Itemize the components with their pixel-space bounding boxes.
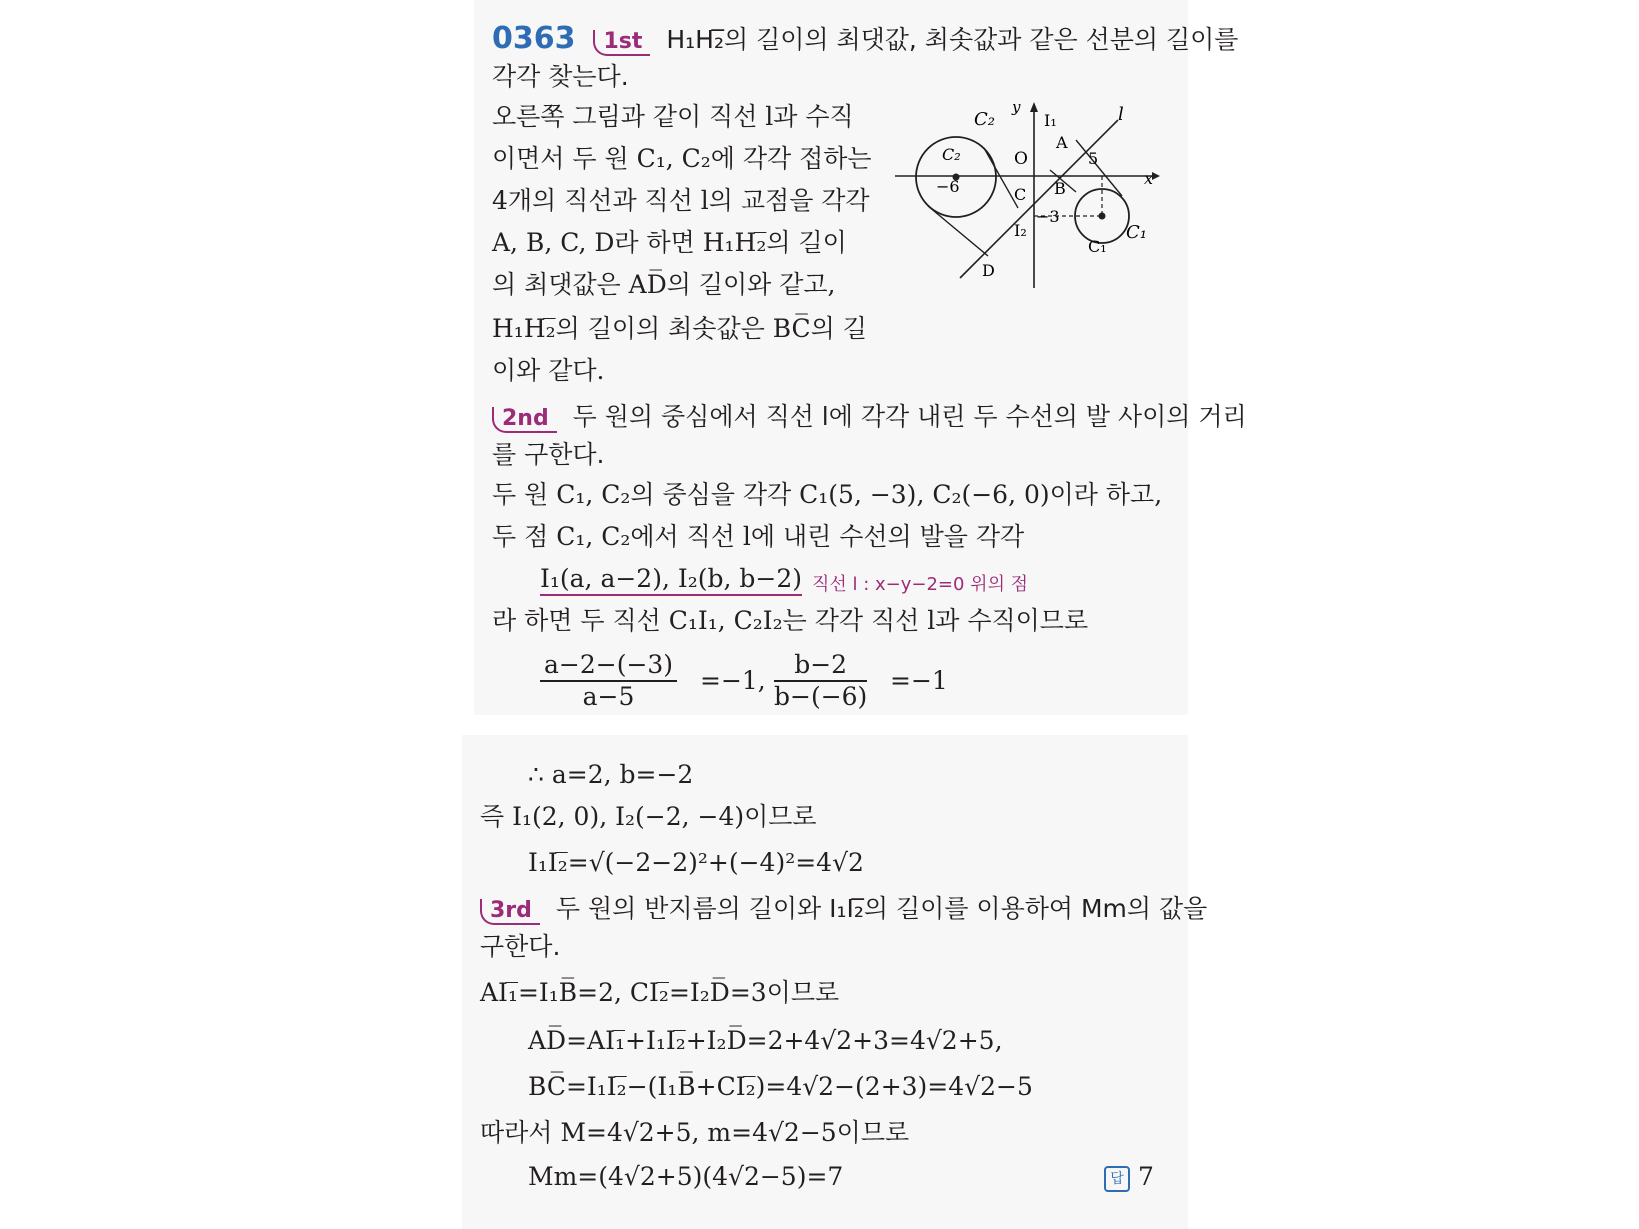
text-line-17: 즉 I₁(2, 0), I₂(−2, −4)이므로: [480, 802, 817, 831]
tangent-a: [1076, 140, 1122, 196]
text-line-22: AD̅=AI₁̅+I₁I₂̅+I₂D̅=2+4√2+3=4√2+5,: [528, 1026, 1003, 1055]
text-line-16: ∴ a=2, b=−2: [528, 760, 694, 789]
label-tick-5: 5: [1088, 149, 1099, 168]
text-line-12: 두 원 C₁, C₂의 중심을 각각 C₁(5, −3), C₂(−6, 0)이라 하고,: [492, 480, 1163, 509]
header-line: [492, 21, 1239, 56]
fraction-1-rest: =−1,: [700, 666, 766, 695]
step3-title-a: 두 원의 반지름의 길이와 I₁I₂̅의 길이를 이용하여 Mm의 값을: [555, 894, 1208, 923]
answer: [1104, 1162, 1154, 1192]
text-line-24: 따라서 M=4√2+5, m=4√2−5이므로: [480, 1118, 910, 1147]
text-line-23: BC̅=I₁I₂̅−(I₁B̅+CI₂̅)=4√2−(2+3)=4√2−5: [528, 1072, 1033, 1101]
label-x-axis: x: [1144, 169, 1154, 188]
label-a: A: [1056, 133, 1068, 152]
step2-title-b: 를 구한다.: [492, 440, 605, 469]
step3-title-b: 구한다.: [480, 932, 561, 961]
fraction-1-num: a−2−(−3): [540, 650, 677, 682]
text-line-9: 이와 같다.: [492, 356, 605, 385]
label-i2: I₂: [1014, 221, 1027, 240]
label-y-axis: y: [1012, 100, 1021, 116]
label-line-l: l: [1118, 104, 1124, 125]
fraction-2: [774, 650, 867, 712]
fraction-1: [540, 650, 677, 712]
step2-title-a: 두 원의 중심에서 직선 l에 각각 내린 두 수선의 발 사이의 거리: [572, 402, 1247, 431]
label-tick-m6: −6: [936, 177, 960, 196]
fraction-2-den: b−(−6): [774, 682, 868, 711]
answer-value: 7: [1138, 1162, 1154, 1191]
label-d: D: [982, 261, 995, 280]
text-line-7: 의 최댓값은 AD̅의 길이와 같고,: [492, 270, 836, 299]
label-center-c1: C₁: [1088, 237, 1107, 256]
text-line-15: 라 하면 두 직선 C₁I₁, C₂I₂는 각각 직선 l과 수직이므로: [492, 606, 1089, 635]
step3-title-line: [480, 894, 1207, 925]
label-c: C: [1014, 185, 1027, 204]
label-i1: I₁: [1044, 111, 1057, 130]
step2-title-line: [492, 402, 1247, 433]
step1-title-b: 각각 찾는다.: [492, 62, 629, 91]
text-line-13: 두 점 C₁, C₂에서 직선 l에 내린 수선의 발을 각각: [492, 522, 1025, 551]
text-line-8: H₁H₂̅의 길이의 최솟값은 BC̅의 길: [492, 314, 867, 343]
label-circle-c2: C₂: [974, 109, 995, 130]
problem-number: 0363: [492, 21, 576, 56]
text-line-25: Mm=(4√2+5)(4√2−5)=7: [528, 1162, 844, 1191]
fraction-1-den: a−5: [582, 682, 635, 711]
text-line-4: 이면서 두 원 C₁, C₂에 각각 접하는: [492, 144, 872, 173]
text-line-6: A, B, C, D라 하면 H₁H₂̅의 길이: [492, 228, 847, 257]
label-tick-m3: −3: [1036, 207, 1060, 226]
text-line-5: 4개의 직선과 직선 l의 교점을 각각: [492, 186, 870, 215]
text-line-21: AI₁̅=I₁B̅=2, CI₂̅=I₂D̅=3이므로: [480, 978, 840, 1007]
coordinate-figure: [890, 100, 1160, 290]
answer-icon: 답: [1104, 1166, 1130, 1192]
label-circle-c1: C₁: [1126, 222, 1147, 243]
step1-title-a: H₁H₂̅의 길이의 최댓값, 최솟값과 같은 선분의 길이를: [666, 25, 1239, 54]
step-2nd-badge: 2nd: [492, 407, 557, 433]
step-3rd-badge: 3rd: [480, 899, 540, 925]
text-line-18: I₁I₂̅=√(−2−2)²+(−4)²=4√2: [528, 848, 864, 877]
step-1st-badge: 1st: [593, 30, 650, 56]
label-center-c2: C₂: [942, 145, 961, 164]
note-line-l: 직선 l : x−y−2=0 위의 점: [812, 574, 1029, 595]
label-b: B: [1054, 179, 1066, 198]
fraction-2-num: b−2: [774, 650, 867, 682]
text-line-14: I₁(a, a−2), I₂(b, b−2): [540, 564, 802, 596]
fraction-2-rest: =−1: [890, 666, 948, 695]
text-line-3: 오른쪽 그림과 같이 직선 l과 수직: [492, 102, 854, 131]
tangent-d: [928, 206, 988, 256]
label-origin: O: [1014, 149, 1028, 169]
y-axis-arrow: [1030, 102, 1038, 112]
x-axis-arrow: [1152, 172, 1160, 180]
